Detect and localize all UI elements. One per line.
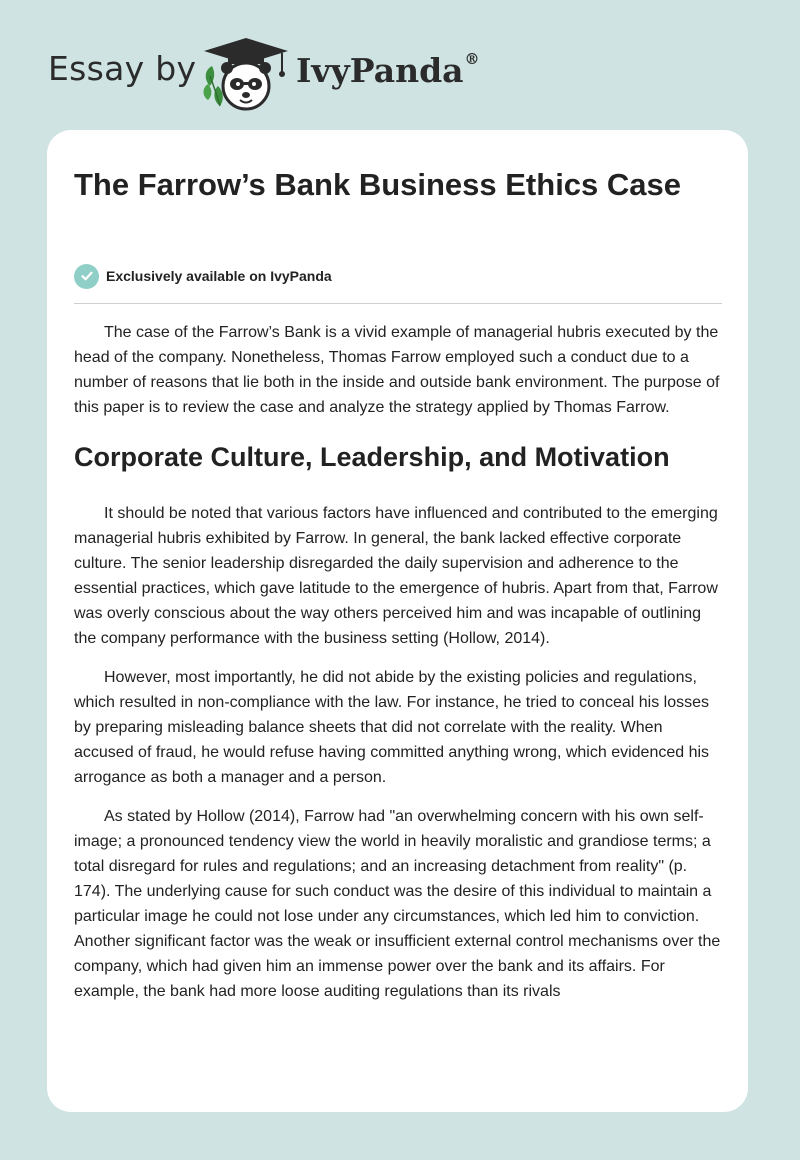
essay-by-label: Essay by [48, 49, 197, 88]
divider [74, 303, 722, 304]
body-paragraph: As stated by Hollow (2014), Farrow had "an overwhelming concern with his own self-image; a pronounced tendency view the world in heavily moralistic and grandiose terms; a total disregard for rules and regulations; and an increasing detachment from reality" (p. 174). The underlying cause for such conduct was the desire of this individual to maintain a particular image he could not lose under any circumstances, which led him to conviction. Another significant factor was the weak or insufficient external control mechanisms over the company, which had given him an immense power over the bank and its affairs. For example, the bank had more loose auditing regulations than its rivals [74, 808, 721, 1000]
body-paragraph: It should be noted that various factors have influenced and contributed to the emerging managerial hubris exhibited by Farrow. In general, the bank lacked effective corporate culture. The senior leadership disregarded the daily supervision and adherence to the essential practices, which gave latitude to the emergence of hubris. Apart from that, Farrow was overly conscious about the way others perceived him and was incapable of outlining the company performance with the business setting (Hollow, 2014). [74, 505, 718, 647]
body-paragraph: However, most importantly, he did not abide by the existing policies and regulations, which resulted in non-compliance with the law. For instance, he tried to conceal his losses by preparing misleading balance sheets that did not correlate with the reality. When accused of fraud, he would refuse having committed anything wrong, which evidenced his arrogance as both a manager and a person. [74, 669, 710, 786]
brand-name-text: IvyPanda [296, 51, 464, 90]
exclusive-badge-text: Exclusively available on IvyPanda [106, 268, 332, 284]
panda-graduate-icon[interactable] [198, 36, 294, 112]
essay-body [74, 320, 724, 1018]
section-heading: Corporate Culture, Leadership, and Motivation [74, 442, 670, 472]
check-circle-icon [74, 264, 99, 289]
registered-mark: ® [464, 50, 480, 68]
essay-card [47, 130, 748, 1112]
site-header [0, 0, 800, 130]
brand-name[interactable] [296, 50, 480, 90]
essay-title: The Farrow’s Bank Business Ethics Case [74, 167, 682, 202]
ivy-leaf-icon [204, 66, 223, 106]
intro-paragraph: The case of the Farrow’s Bank is a vivid example of managerial hubris executed by the head of the company. Nonetheless, Thomas Farrow employed such a conduct due to a number of reasons that lie both in the inside and outside bank environment. The purpose of this paper is to review the case and analyze the strategy applied by Thomas Farrow. [74, 324, 720, 416]
exclusive-badge [74, 263, 332, 289]
